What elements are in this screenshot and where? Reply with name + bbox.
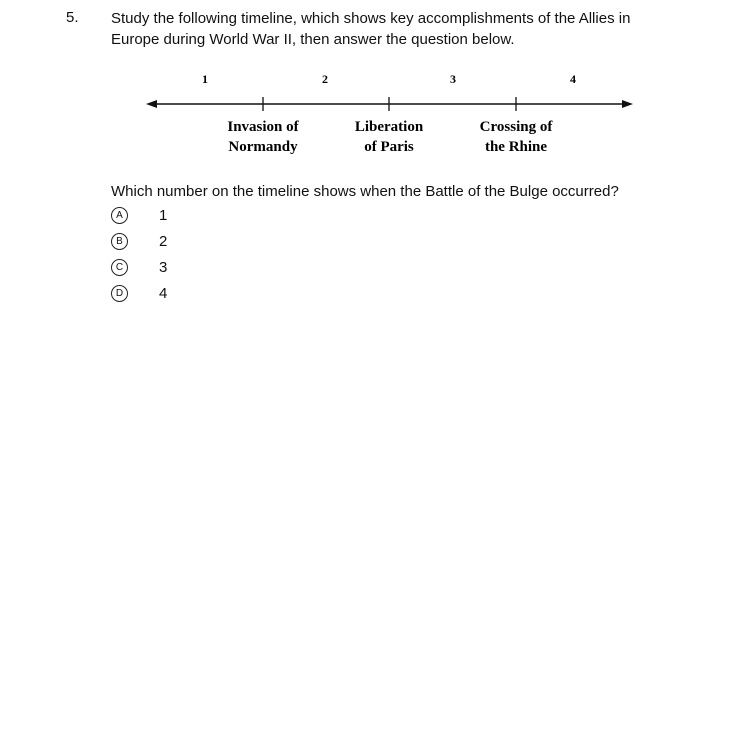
event-1-line-2: Normandy [228,139,298,155]
event-3-line-2: the Rhine [484,139,548,155]
event-2-line-2: of Paris [364,139,414,155]
choice-a[interactable] [111,207,311,233]
choice-b-bubble-icon[interactable]: B [111,233,128,250]
question-number: 5. [66,9,79,26]
event-3-line-1: Crossing of [479,119,553,135]
choice-b-value: 2 [159,233,168,250]
choice-c-bubble-icon[interactable]: C [111,259,128,276]
choice-c-value: 3 [159,259,168,276]
timeline-number-2: 2 [322,72,328,86]
event-1-line-1: Invasion of [227,119,299,135]
right-arrow-icon [622,100,633,108]
question-prompt: Which number on the timeline shows when the Battle of the Bulge occurred? [111,183,619,200]
choice-d-value: 4 [159,285,168,302]
choice-d-bubble-icon[interactable]: D [111,285,128,302]
event-2-line-1: Liberation [354,119,424,135]
stem-line-2: Europe during World War II, then answer the question below. [111,31,515,48]
timeline-number-1: 1 [202,72,208,86]
choice-c[interactable] [111,259,311,285]
stem-line-1: Study the following timeline, which shows key accomplishments of the Allies in [111,10,631,27]
answer-choices [111,207,311,311]
choice-d[interactable] [111,285,311,311]
timeline-figure [0,0,752,170]
choice-a-bubble-icon[interactable]: A [111,207,128,224]
timeline-number-3: 3 [450,72,456,86]
timeline-number-4: 4 [570,72,576,86]
left-arrow-icon [146,100,157,108]
choice-a-value: 1 [159,207,168,224]
choice-b[interactable] [111,233,311,259]
